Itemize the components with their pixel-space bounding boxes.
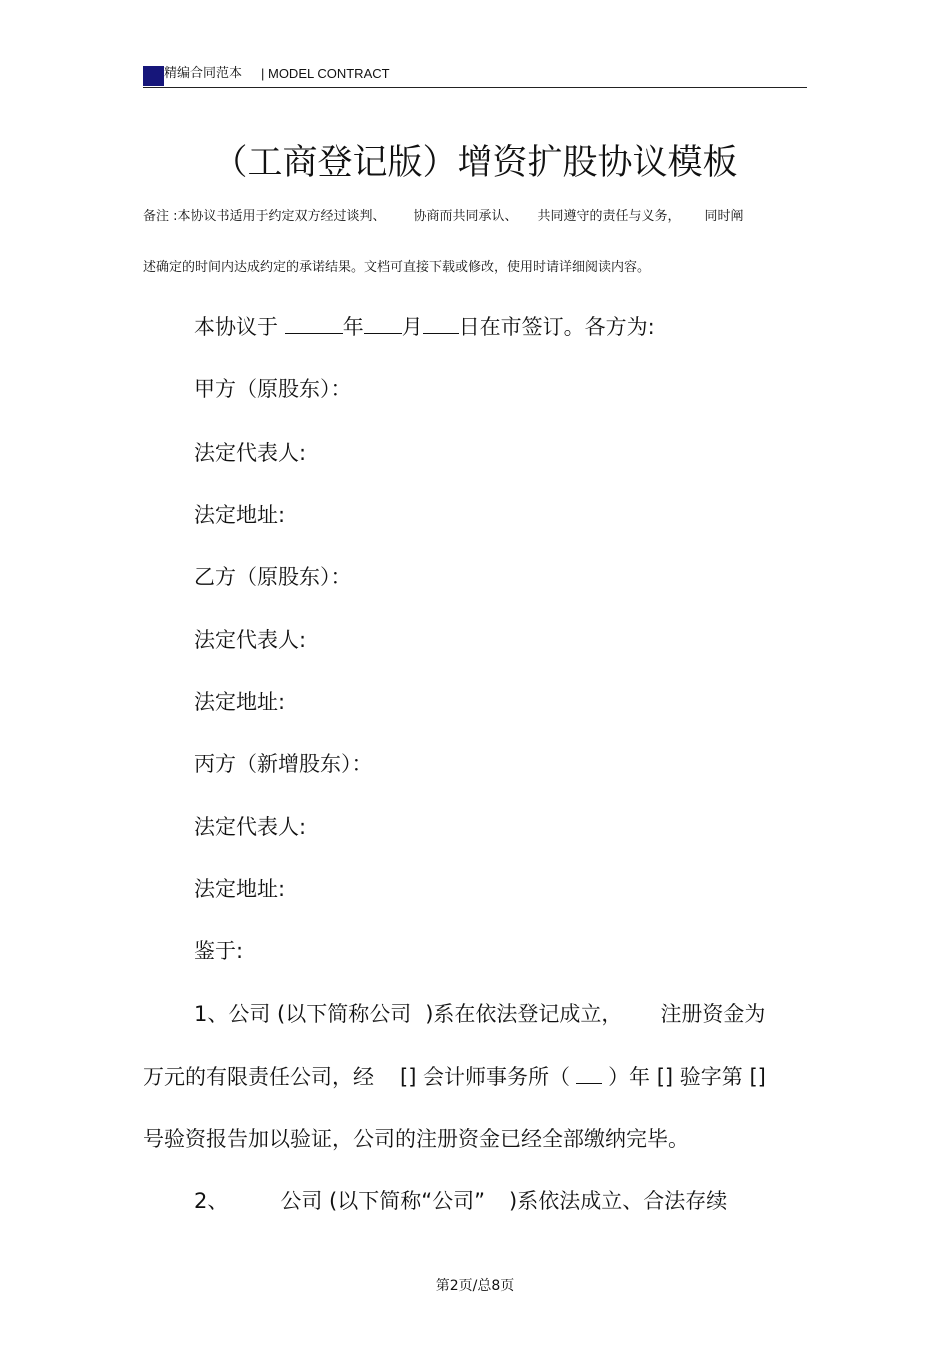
clause-1-line-3: 号验资报告加以验证，公司的注册资金已经全部缴纳完毕。 <box>143 1127 689 1151</box>
year-blank[interactable] <box>285 313 343 334</box>
intro-day: 日在市签订。各方为: <box>458 315 655 339</box>
clause-text: )系在依法登记成立， <box>425 1002 623 1026</box>
party-c-name: 丙方（新增股东）： <box>194 752 373 776</box>
clause-text: [] 会计师事务所（ <box>400 1065 571 1089</box>
note-text: 备注 :本协议书适用于约定双方经过谈判、 <box>143 209 386 224</box>
party-a-addr: 法定地址: <box>194 503 286 527</box>
clause-text: 注册资金为 <box>660 1002 766 1026</box>
note-text: 协商而共同承认、 <box>413 209 518 224</box>
month-blank[interactable] <box>364 313 402 334</box>
clause-1-line-1 <box>194 1000 765 1028</box>
auditor-year-blank[interactable] <box>576 1063 602 1084</box>
party-c-addr: 法定地址: <box>194 877 286 901</box>
intro-line <box>194 313 655 341</box>
intro-month: 月 <box>401 315 423 339</box>
header-divider <box>143 87 807 88</box>
header-model-contract: | MODEL CONTRACT <box>261 66 390 81</box>
clause-text: )系依法成立、合法存续 <box>509 1189 728 1213</box>
clause-2-line-1 <box>194 1187 727 1215</box>
clause-1-line-2 <box>143 1063 766 1091</box>
note-text: 共同遵守的责任与义务， <box>537 209 681 224</box>
clause-text: 万元的有限责任公司，经 <box>143 1065 374 1089</box>
clause-text: 2、 <box>194 1189 229 1213</box>
note-text: 同时阐 <box>704 209 744 224</box>
intro-year: 年 <box>342 315 364 339</box>
party-c-rep: 法定代表人: <box>194 815 307 839</box>
party-a-rep: 法定代表人: <box>194 441 307 465</box>
header-brand: 精编合同范本 <box>164 66 243 81</box>
whereas-heading: 鉴于: <box>194 939 244 963</box>
party-b-rep: 法定代表人: <box>194 628 307 652</box>
party-b-name: 乙方（原股东）： <box>194 565 352 589</box>
note-line-2: 述确定的时间内达成约定的承诺结果。文档可直接下载或修改，使用时请详细阅读内容。 <box>143 260 651 275</box>
brand-logo-icon <box>143 66 164 86</box>
clause-text: 公司 (以下简称“公司” <box>280 1189 486 1213</box>
party-b-addr: 法定地址: <box>194 690 286 714</box>
clause-text: 1、公司 (以下简称公司 <box>194 1002 412 1026</box>
page-number: 第2页/总8页 <box>435 1278 515 1294</box>
party-a-name: 甲方（原股东）： <box>194 377 352 401</box>
day-blank[interactable] <box>423 313 459 334</box>
note-line-1 <box>143 208 744 226</box>
document-title: （工商登记版）增资扩股协议模板 <box>212 143 738 183</box>
clause-text: ）年 [] 验字第 [] <box>608 1065 766 1089</box>
intro-text: 本协议于 <box>194 315 278 339</box>
page-header <box>143 64 807 89</box>
